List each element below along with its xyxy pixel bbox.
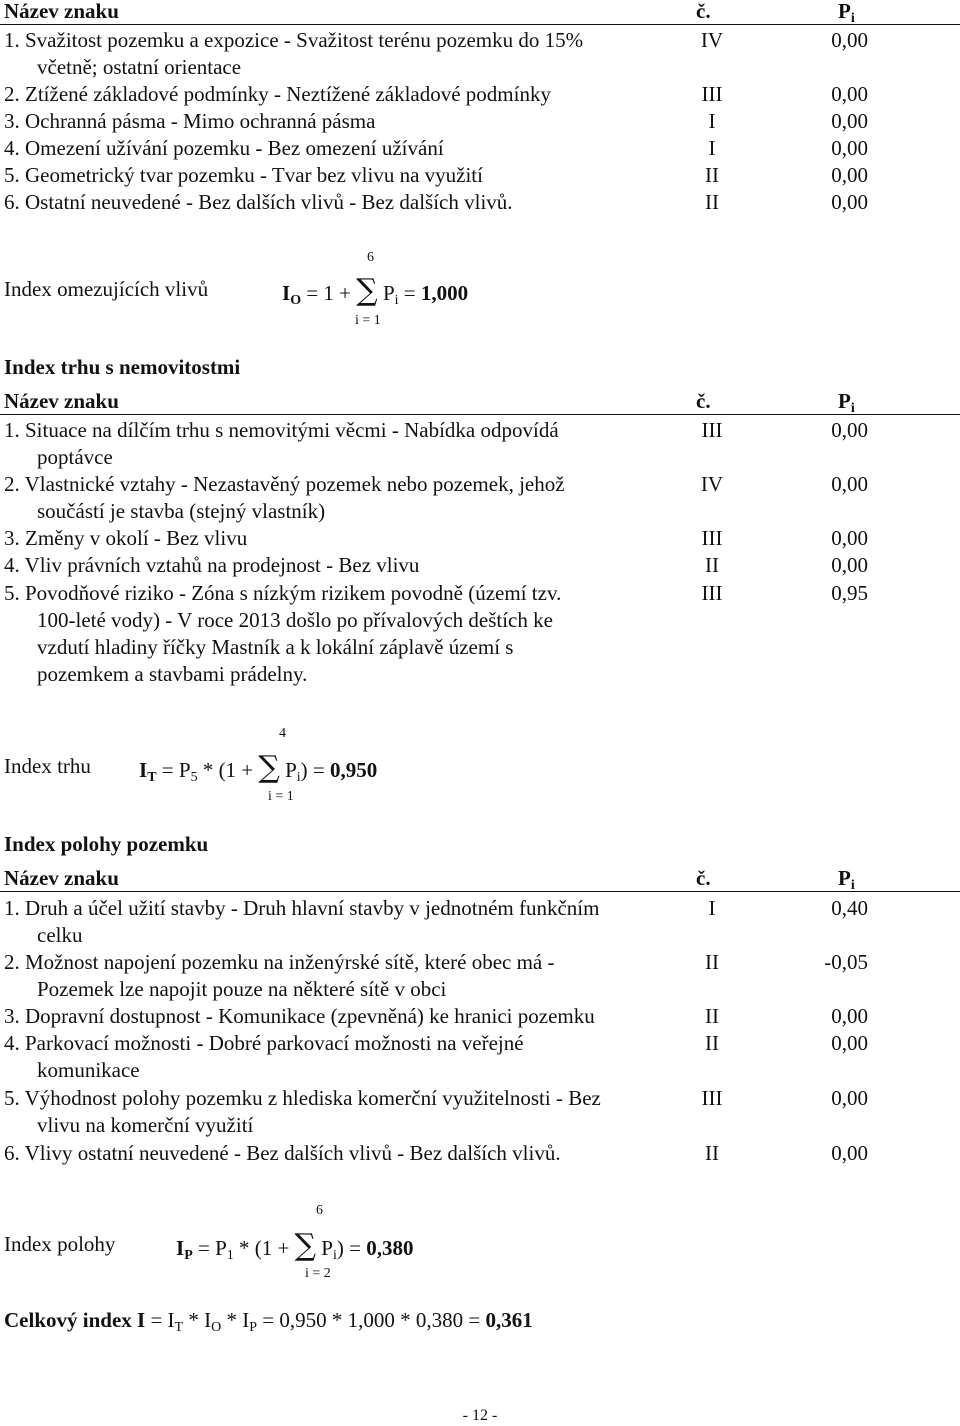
row-num: II (705, 1004, 719, 1028)
sum-upper: 6 (316, 1203, 323, 1218)
formula-label: Index trhu (4, 754, 91, 778)
table-header-num: č. (696, 866, 711, 890)
list-item: 3. Ochranná pásma - Mimo ochranná pásma (4, 109, 376, 133)
row-val: 0,00 (831, 1004, 868, 1028)
row-num: II (705, 163, 719, 187)
list-item: 1. Svažitost pozemku a expozice - Svažitost terénu pozemku do 15% (4, 28, 584, 52)
list-item-cont: celku (37, 923, 83, 947)
row-val: 0,95 (831, 581, 868, 605)
sum-lower: i = 1 (355, 313, 381, 328)
list-item: 5. Výhodnost polohy pozemku z hlediska komerční využitelnosti - Bez (4, 1086, 601, 1110)
row-num: III (701, 581, 723, 605)
sum-upper: 6 (367, 250, 374, 265)
table-header-num: č. (696, 0, 711, 23)
list-item-cont: Pozemek lze napojit pouze na některé sítě v obci (37, 977, 447, 1001)
section-title: Index trhu s nemovitostmi (4, 355, 241, 379)
list-item-cont: součástí je stavba (stejný vlastník) (37, 499, 326, 523)
list-item: 2. Ztížené základové podmínky - Neztížené základové podmínky (4, 82, 551, 106)
row-num: III (701, 82, 723, 106)
list-item-cont: poptávce (37, 445, 113, 469)
row-num: II (705, 190, 719, 214)
total-index: Celkový index $I = I_T * I_O * I_P = 0,950 * 1,000 * 0,380 = 0,361$ (4, 1308, 533, 1335)
row-num: IV (700, 472, 724, 496)
row-val: 0,00 (831, 82, 868, 106)
header-rule (0, 891, 960, 892)
list-item: 3. Změny v okolí - Bez vlivu (4, 526, 248, 550)
table-header-name: Název znaku (4, 389, 119, 413)
sigma-icon: ∑ (356, 273, 378, 308)
list-item: 6. Ostatní neuvedené - Bez dalších vlivů - Bez dalších vlivů. (4, 190, 513, 214)
list-item-cont: komunikace (37, 1058, 140, 1082)
row-num: IV (700, 28, 724, 52)
list-item: 1. Druh a účel užití stavby - Druh hlavní stavby v jednotném funkčním (4, 896, 600, 920)
table-header-p: $P_i$ (838, 866, 855, 893)
formula-index-t: $I_T = P_5 * (1$ + ∑ $P_i) = 0,950$ (139, 750, 378, 785)
row-num: II (705, 950, 719, 974)
row-num: I (708, 136, 716, 160)
list-item-cont: vzdutí hladiny říčky Mastník a k lokální záplavě území s (37, 635, 514, 659)
row-val: 0,00 (831, 526, 868, 550)
row-num: I (708, 109, 716, 133)
list-item: 5. Povodňové riziko - Zóna s nízkým rizikem povodně (území tzv. (4, 581, 562, 605)
row-val: 0,00 (831, 28, 868, 52)
list-item: 3. Dopravní dostupnost - Komunikace (zpevněná) ke hranici pozemku (4, 1004, 595, 1028)
sum-upper: 4 (279, 726, 286, 741)
list-item: 4. Omezení užívání pozemku - Bez omezení užívání (4, 136, 444, 160)
sigma-icon: ∑ (294, 1228, 317, 1263)
sum-lower: i = 1 (268, 789, 294, 804)
table-header-p: $P_i$ (838, 0, 855, 26)
row-val: 0,00 (831, 1086, 868, 1110)
sigma-icon: ∑ (258, 750, 280, 785)
row-num: III (701, 1086, 723, 1110)
list-item-cont: pozemkem a stavbami prádelny. (37, 662, 308, 686)
formula-label: Index omezujících vlivů (4, 277, 209, 301)
table-header-name: Název znaku (4, 0, 119, 23)
row-val: 0,00 (831, 1031, 868, 1055)
formula-index-o: $I_O = 1$ + ∑ $P_i = 1,000$ (282, 273, 469, 308)
row-val: 0,40 (831, 896, 868, 920)
list-item-cont: vlivu na komerční využití (37, 1113, 254, 1137)
row-num: II (705, 1141, 719, 1165)
row-val: 0,00 (831, 553, 868, 577)
formula-label: Index polohy (4, 1232, 116, 1256)
row-val: 0,00 (831, 136, 868, 160)
header-rule (0, 24, 960, 25)
row-val: 0,00 (831, 163, 868, 187)
row-val: 0,00 (831, 190, 868, 214)
row-num: III (701, 526, 723, 550)
list-item: 6. Vlivy ostatní neuvedené - Bez dalších vlivů - Bez dalších vlivů. (4, 1141, 561, 1165)
list-item: 5. Geometrický tvar pozemku - Tvar bez vlivu na využití (4, 163, 483, 187)
row-val: 0,00 (831, 109, 868, 133)
formula-index-p: $I_P = P_1 * (1$ + ∑ $P_i) = 0,380$ (176, 1228, 414, 1263)
row-val: 0,00 (831, 1141, 868, 1165)
table-header-name: Název znaku (4, 866, 119, 890)
row-num: I (708, 896, 716, 920)
list-item: 2. Možnost napojení pozemku na inženýrské sítě, které obec má - (4, 950, 555, 974)
row-num: II (705, 553, 719, 577)
list-item: 4. Vliv právních vztahů na prodejnost - Bez vlivu (4, 553, 420, 577)
list-item-cont: včetně; ostatní orientace (37, 55, 242, 79)
table-header-num: č. (696, 389, 711, 413)
header-rule (0, 414, 960, 415)
list-item: 2. Vlastnické vztahy - Nezastavěný pozemek nebo pozemek, jehož (4, 472, 565, 496)
list-item: 1. Situace na dílčím trhu s nemovitými věcmi - Nabídka odpovídá (4, 418, 559, 442)
row-num: II (705, 1031, 719, 1055)
table-header-p: $P_i$ (838, 389, 855, 416)
list-item: 4. Parkovací možnosti - Dobré parkovací možnosti na veřejné (4, 1031, 524, 1055)
sum-lower: i = 2 (305, 1266, 331, 1281)
section-title: Index polohy pozemku (4, 832, 209, 856)
row-val: 0,00 (831, 418, 868, 442)
row-num: III (701, 418, 723, 442)
page-number: - 12 - (462, 1407, 498, 1424)
row-val: 0,00 (831, 472, 868, 496)
list-item-cont: 100-leté vody) - V roce 2013 došlo po přívalových deštích ke (37, 608, 553, 632)
row-val: -0,05 (824, 950, 868, 974)
